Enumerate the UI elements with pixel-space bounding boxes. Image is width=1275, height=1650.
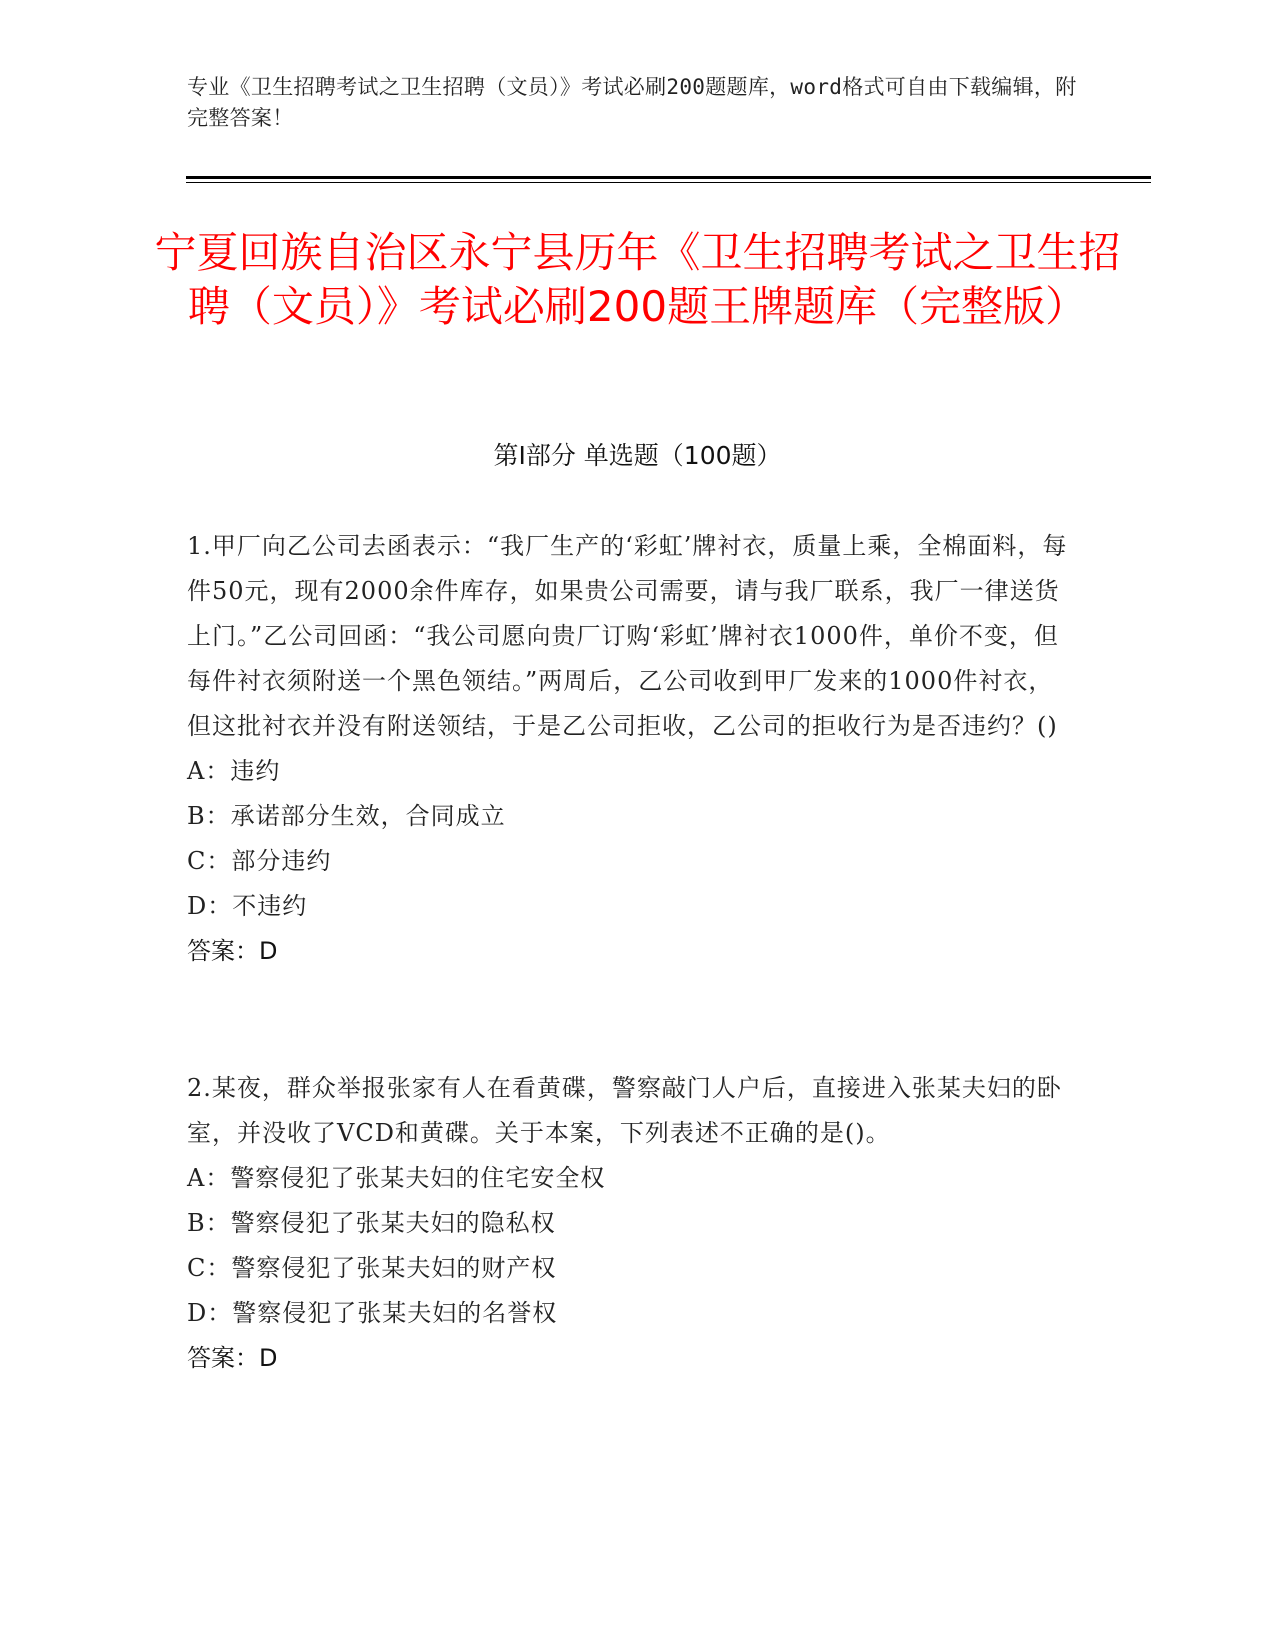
section-title: 第Ⅰ部分 单选题（100题） — [493, 441, 782, 470]
answer-line: 答案：D — [187, 1344, 278, 1372]
question-stem: 1.甲厂向乙公司去函表示：“我厂生产的‘彩虹’牌衬衣，质量上乘，全棉面料，每件50元，现有2000余件库存，如果贵公司需要，请与我厂联系，我厂一律送货上门。”乙公司回函：“我公司愿向贵厂订购‘彩虹’牌衬衣1000件，单价不变，但每件衬衣须附送一个黑色领结。”两周后，乙公司收到甲厂发来的1000件衬衣，但这批衬衣并没有附送领结，于是乙公司拒收，乙公司的拒收行为是否违约？() — [187, 532, 1068, 740]
document-title: 宁夏回族自治区永宁县历年《卫生招聘考试之卫生招聘（文员）》考试必刷200题王牌题库（完整版） — [154, 228, 1121, 331]
option-a: A：违约 — [187, 757, 281, 785]
option-c: C：警察侵犯了张某夫妇的财产权 — [187, 1254, 557, 1282]
header-divider-thin — [186, 182, 1151, 183]
option-d: D：不违约 — [187, 892, 308, 920]
question-1 — [187, 524, 1072, 974]
option-c: C：部分违约 — [187, 847, 332, 875]
header-note: 专业《卫生招聘考试之卫生招聘（文员）》考试必刷200题题库，word格式可自由下载编辑，附完整答案！ — [187, 75, 1077, 130]
answer-line: 答案：D — [187, 937, 278, 965]
question-2 — [187, 1066, 1072, 1381]
option-d: D：警察侵犯了张某夫妇的名誉权 — [187, 1299, 558, 1327]
header-divider-thick — [186, 176, 1151, 179]
option-b: B：承诺部分生效，合同成立 — [187, 802, 506, 830]
option-a: A：警察侵犯了张某夫妇的住宅安全权 — [187, 1164, 606, 1192]
question-stem: 2.某夜，群众举报张家有人在看黄碟，警察敲门人户后，直接进入张某夫妇的卧室，并没收了VCD和黄碟。关于本案，下列表述不正确的是()。 — [187, 1074, 1062, 1147]
option-b: B：警察侵犯了张某夫妇的隐私权 — [187, 1209, 556, 1237]
